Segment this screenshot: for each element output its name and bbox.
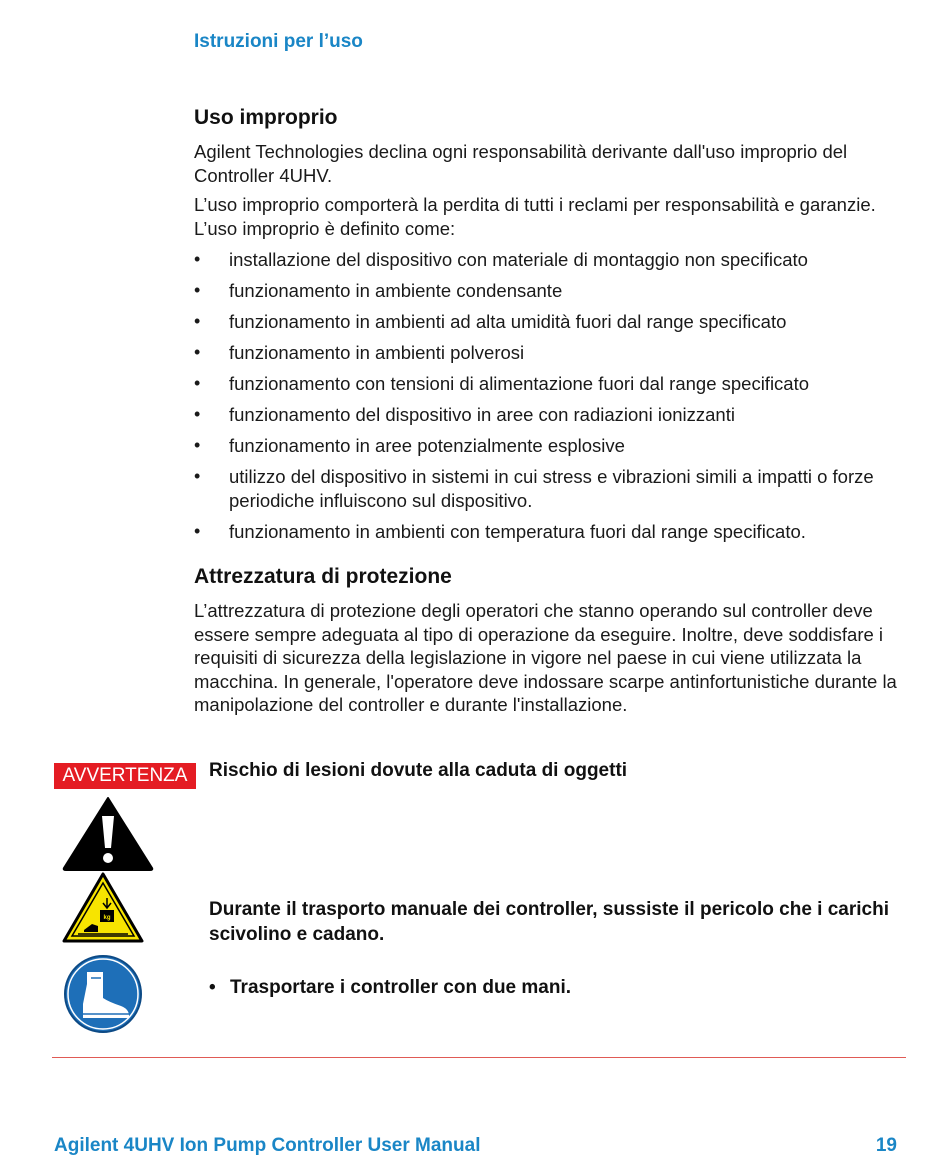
list-item: • funzionamento in ambienti con temperatura fuori dal range specificato. <box>194 520 806 542</box>
footer-divider <box>52 1057 906 1058</box>
warning-body: Durante il trasporto manuale dei controller, sussiste il pericolo che i carichi scivolino e cadano. <box>209 899 889 945</box>
list-item: • utilizzo del dispositivo in sistemi in cui stress e vibrazioni simili a impatti o forze periodiche influiscono sul dispositivo. <box>194 466 874 511</box>
warning-label: AVVERTENZA <box>54 763 196 789</box>
paragraph: L’attrezzatura di protezione degli operatori che stanno operando sul controller deve essere sempre adeguata al tipo di operazione da eseguire. Inoltre, deve soddisfare i requisiti di sicurezza della legislazione in vigore nel paese in cui viene utilizzata la macchina. In generale, l'operatore deve indossare scarpe antinfortunistiche durante la manipolazione del controller e durante l'installazione. <box>194 600 897 715</box>
list-item: • funzionamento in ambienti polverosi <box>194 342 525 363</box>
bullet-icon: • <box>194 311 201 331</box>
list-item: • installazione del dispositivo con materiale di montaggio non specificato <box>194 249 808 270</box>
section-heading-protective-equipment: Attrezzatura di protezione <box>194 565 452 588</box>
bullet-icon: • <box>194 249 201 269</box>
warning-bullet-item <box>209 975 571 1000</box>
bullet-icon: • <box>209 977 216 998</box>
bullet-icon: • <box>194 435 201 455</box>
list-item: • funzionamento in ambiente condensante <box>194 280 563 301</box>
paragraph: L’uso improprio comporterà la perdita di tutti i reclami per responsabilità e garanzie. L’uso improprio è definito come: <box>194 194 876 239</box>
falling-load-icon <box>62 872 144 944</box>
list-item: • funzionamento in aree potenzialmente esplosive <box>194 435 625 456</box>
warning-title: Rischio di lesioni dovute alla caduta di oggetti <box>209 760 628 781</box>
bullet-icon: • <box>194 373 201 393</box>
bullet-icon: • <box>194 520 201 541</box>
bullet-icon: • <box>194 342 201 362</box>
safety-shoes-icon <box>63 954 143 1034</box>
protective-equipment-section <box>194 563 914 717</box>
main-content <box>194 104 914 723</box>
section-heading-improper-use: Uso improprio <box>194 106 338 129</box>
page-number: 19 <box>875 1135 897 1156</box>
bullet-icon: • <box>194 404 201 424</box>
page-header-title: Istruzioni per l’uso <box>194 31 363 52</box>
list-item: • funzionamento in ambienti ad alta umidità fuori dal range specificato <box>194 311 787 332</box>
paragraph: Agilent Technologies declina ogni responsabilità derivante dall'uso improprio del Controller 4UHV. <box>194 141 848 186</box>
footer-title: Agilent 4UHV Ion Pump Controller User Manual <box>54 1135 481 1156</box>
list-item: • funzionamento del dispositivo in aree con radiazioni ionizzanti <box>194 404 735 425</box>
list-item: • funzionamento con tensioni di alimentazione fuori dal range specificato <box>194 373 810 394</box>
warning-bullet-text: Trasportare i controller con due mani. <box>230 977 572 998</box>
bullet-icon: • <box>194 280 201 300</box>
warning-triangle-icon <box>62 796 154 872</box>
bullet-icon: • <box>194 466 201 486</box>
svg-text:kg: kg <box>103 915 111 921</box>
improper-use-list <box>194 248 914 543</box>
